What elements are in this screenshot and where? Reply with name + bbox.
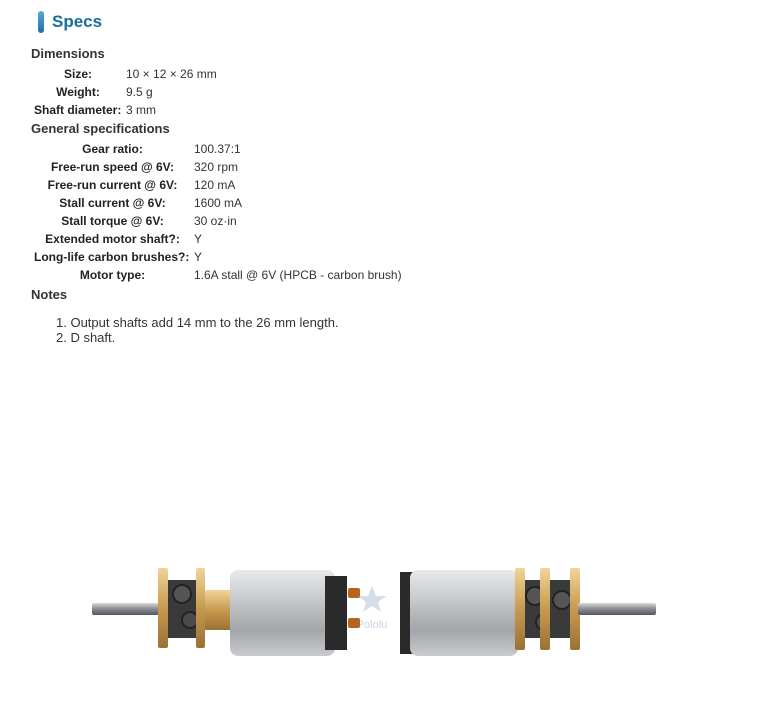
spec-value: 100.37:1 xyxy=(194,142,241,156)
left-motor-endcap xyxy=(325,576,347,650)
left-motor-can xyxy=(230,570,335,656)
note-item: 2. D shaft. xyxy=(56,330,116,345)
spec-value: 120 mA xyxy=(194,178,236,192)
spec-label: Long-life carbon brushes?: xyxy=(34,250,190,264)
pololu-watermark xyxy=(357,586,388,631)
spec-label: Size: xyxy=(63,67,92,81)
right-output-shaft xyxy=(578,603,656,615)
specs-header xyxy=(38,10,102,34)
right-gearmotor xyxy=(400,568,656,656)
spec-value: 1600 mA xyxy=(194,196,243,210)
spec-label: Weight: xyxy=(56,85,100,99)
spec-value: Y xyxy=(194,250,203,264)
specs-title: Specs xyxy=(52,12,103,31)
spec-label: Shaft diameter: xyxy=(34,103,122,117)
spec-label: Stall current @ 6V: xyxy=(59,196,166,210)
spec-label: Stall torque @ 6V: xyxy=(61,214,164,228)
spec-label: Motor type: xyxy=(79,268,146,282)
spec-value: Y xyxy=(194,232,203,246)
watermark-text: Pololu xyxy=(356,619,388,631)
left-gearbox-block xyxy=(205,590,233,630)
right-motor-can xyxy=(410,570,518,656)
specs-accent-icon xyxy=(38,11,44,33)
spec-value: 3 mm xyxy=(126,103,156,117)
left-gearbox-plate-2 xyxy=(196,568,205,648)
spec-label: Gear ratio: xyxy=(82,142,143,156)
spec-value: 30 oz·in xyxy=(194,214,237,228)
general-specs-heading: General specifications xyxy=(31,121,170,136)
left-output-shaft xyxy=(92,603,162,615)
spec-label: Extended motor shaft?: xyxy=(45,232,180,246)
spec-value: 10 × 12 × 26 mm xyxy=(126,67,217,81)
spec-value: 1.6A stall @ 6V (HPCB - carbon brush) xyxy=(194,268,402,282)
spec-label: Free-run current @ 6V: xyxy=(47,178,178,192)
gearmotor-photo xyxy=(0,540,762,670)
spec-value: 320 rpm xyxy=(194,160,239,174)
spec-label: Free-run speed @ 6V: xyxy=(50,160,175,174)
notes-heading: Notes xyxy=(31,287,68,302)
right-gearbox-plate-2 xyxy=(540,568,550,650)
right-gearbox-plate xyxy=(515,568,525,650)
pololu-star-icon xyxy=(357,586,387,612)
note-item: 1. Output shafts add 14 mm to the 26 mm length. xyxy=(56,315,339,330)
notes-list xyxy=(56,315,339,345)
dimensions-heading: Dimensions xyxy=(31,46,105,61)
left-gearmotor xyxy=(92,568,360,656)
spec-value: 9.5 g xyxy=(126,85,153,99)
left-gearbox-plate xyxy=(158,568,168,648)
